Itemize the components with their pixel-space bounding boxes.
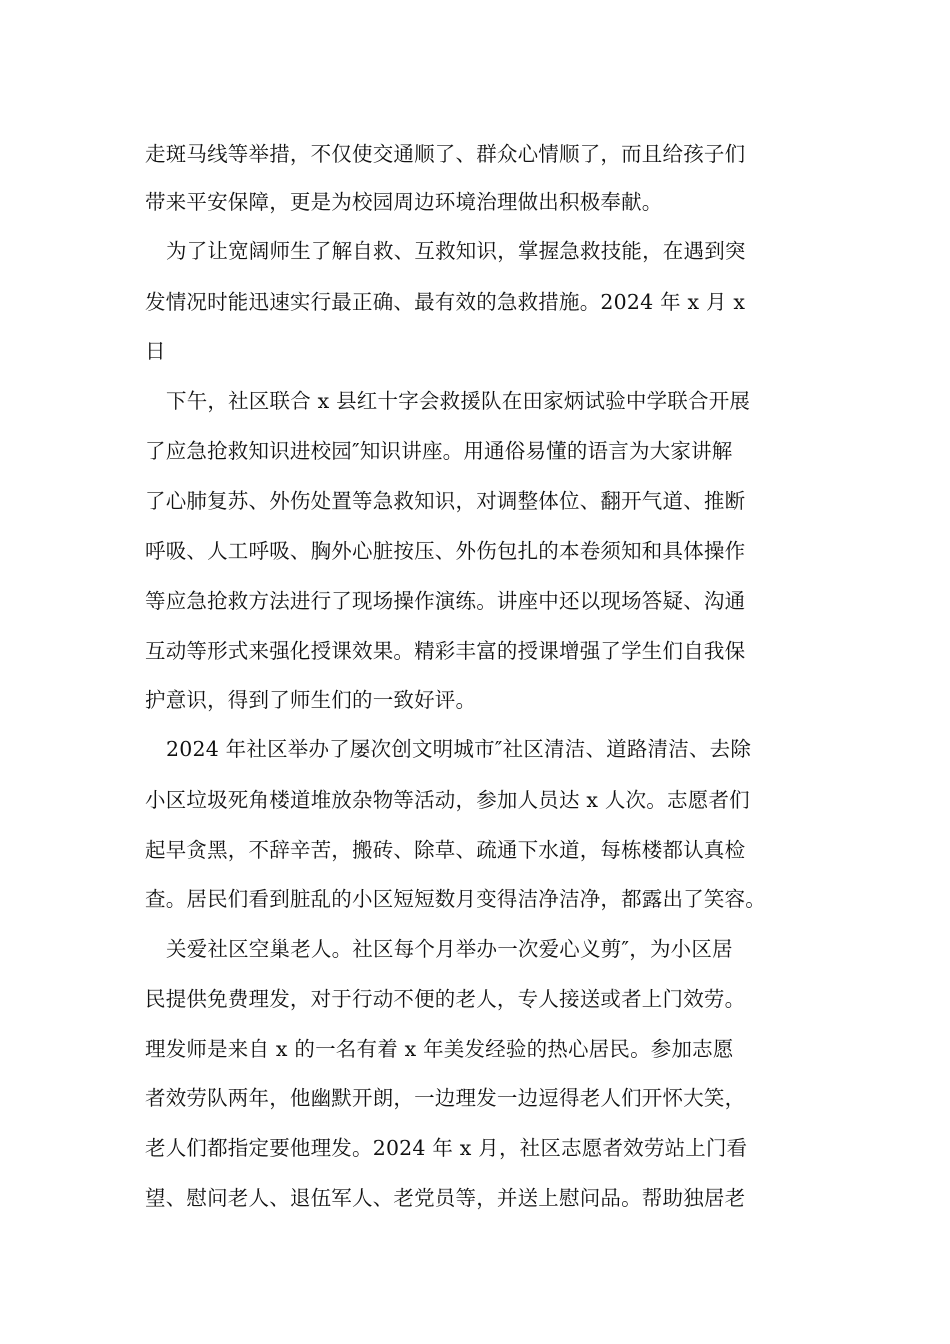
text-line: 互动等形式来强化授课效果。精彩丰富的授课增强了学生们自我保 <box>145 639 746 663</box>
text-line: 了应急抢救知识进校园″知识讲座。用通俗易懂的语言为大家讲解 <box>145 439 733 463</box>
text-line: 者效劳队两年，他幽默开朗，一边理发一边逗得老人们开怀大笑， <box>145 1086 746 1110</box>
text-line: 呼吸、人工呼吸、胸外心脏按压、外伤包扎的本卷须知和具体操作 <box>145 539 746 563</box>
text-line: 起早贪黑，不辞辛苦，搬砖、除草、疏通下水道，每栋楼都认真检 <box>145 838 746 862</box>
text-line: 护意识，得到了师生们的一致好评。 <box>145 688 477 712</box>
text-line: 带来平安保障，更是为校园周边环境治理做出积极奉献。 <box>145 190 663 214</box>
text-line: 下午，社区联合 x 县红十字会救援队在田家炳试验中学联合开展 <box>166 389 751 413</box>
text-line: 走斑马线等举措，不仅使交通顺了、群众心情顺了，而且给孩子们 <box>145 142 746 166</box>
text-line: 了心肺复苏、外伤处置等急救知识，对调整体位、翻开气道、推断 <box>145 489 746 513</box>
text-line: 发情况时能迅速实行最正确、最有效的急救措施。2024 年 x 月 x <box>145 290 746 314</box>
text-line: 日 <box>145 339 166 363</box>
text-line: 理发师是来自 x 的一名有着 x 年美发经验的热心居民。参加志愿 <box>145 1037 734 1061</box>
text-line: 老人们都指定要他理发。2024 年 x 月，社区志愿者效劳站上门看 <box>145 1136 748 1160</box>
text-line: 为了让宽阔师生了解自救、互救知识，掌握急救技能，在遇到突 <box>166 239 746 263</box>
text-line: 2024 年社区举办了屡次创文明城市″社区清洁、道路清洁、去除 <box>166 737 752 761</box>
text-line: 等应急抢救方法进行了现场操作演练。讲座中还以现场答疑、沟通 <box>145 589 746 613</box>
text-line: 小区垃圾死角楼道堆放杂物等活动，参加人员达 x 人次。志愿者们 <box>145 788 750 812</box>
text-line: 民提供免费理发，对于行动不便的老人，专人接送或者上门效劳。 <box>145 987 746 1011</box>
text-line: 关爱社区空巢老人。社区每个月举办一次爱心义剪″，为小区居 <box>166 937 733 961</box>
text-line: 查。居民们看到脏乱的小区短短数月变得洁净洁净，都露出了笑容。 <box>145 887 766 911</box>
text-line: 望、慰问老人、退伍军人、老党员等，并送上慰问品。帮助独居老 <box>145 1186 746 1210</box>
